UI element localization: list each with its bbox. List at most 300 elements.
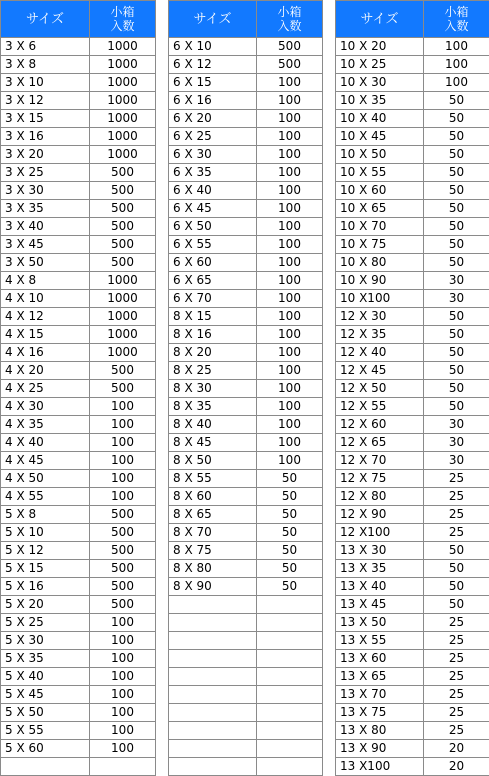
size-cell: 8 X 60	[169, 488, 257, 506]
quantity-cell: 500	[90, 164, 156, 182]
size-cell: 4 X 40	[1, 434, 90, 452]
table-row	[336, 92, 489, 110]
size-cell: 8 X 25	[169, 362, 257, 380]
table-row	[169, 326, 323, 344]
size-cell: 6 X 35	[169, 164, 257, 182]
quantity-cell: 100	[257, 74, 323, 92]
quantity-cell: 30	[424, 416, 489, 434]
quantity-cell: 100	[90, 470, 156, 488]
quantity-cell: 30	[424, 434, 489, 452]
table-row	[336, 182, 489, 200]
size-cell: 6 X 12	[169, 56, 257, 74]
quantity-cell: 100	[90, 632, 156, 650]
table-row	[169, 254, 323, 272]
size-header: サイズ	[336, 1, 424, 38]
table-row	[1, 398, 156, 416]
table-row	[1, 650, 156, 668]
quantity-cell: 1000	[90, 74, 156, 92]
table-row	[1, 704, 156, 722]
quantity-cell	[257, 668, 323, 686]
quantity-cell: 500	[257, 56, 323, 74]
size-cell: 13 X 30	[336, 542, 424, 560]
size-cell: 10 X100	[336, 290, 424, 308]
table-row	[336, 326, 489, 344]
size-cell: 12 X 75	[336, 470, 424, 488]
table-row	[1, 614, 156, 632]
size-cell	[169, 722, 257, 740]
quantity-cell: 500	[90, 200, 156, 218]
size-cell: 12 X 55	[336, 398, 424, 416]
quantity-cell: 100	[90, 488, 156, 506]
size-cell: 10 X 45	[336, 128, 424, 146]
quantity-cell: 50	[257, 506, 323, 524]
table-row	[1, 74, 156, 92]
quantity-cell: 100	[90, 416, 156, 434]
size-cell: 4 X 35	[1, 416, 90, 434]
size-cell: 4 X 25	[1, 380, 90, 398]
quantity-cell: 25	[424, 614, 489, 632]
table-row	[169, 434, 323, 452]
size-cell: 5 X 12	[1, 542, 90, 560]
quantity-cell: 30	[424, 290, 489, 308]
quantity-cell: 1000	[90, 128, 156, 146]
size-cell: 10 X 55	[336, 164, 424, 182]
size-cell: 8 X 40	[169, 416, 257, 434]
size-cell	[169, 614, 257, 632]
size-cell: 12 X 90	[336, 506, 424, 524]
quantity-cell: 100	[257, 218, 323, 236]
table-row	[169, 56, 323, 74]
quantity-cell	[257, 704, 323, 722]
table-row	[336, 74, 489, 92]
table-row	[169, 686, 323, 704]
table-row	[1, 164, 156, 182]
table-row	[336, 362, 489, 380]
size-cell: 10 X 65	[336, 200, 424, 218]
table-row	[169, 38, 323, 56]
size-cell: 10 X 80	[336, 254, 424, 272]
size-cell: 8 X 30	[169, 380, 257, 398]
size-cell: 12 X 40	[336, 344, 424, 362]
size-cell: 8 X 35	[169, 398, 257, 416]
size-cell: 5 X 15	[1, 560, 90, 578]
quantity-cell: 100	[257, 452, 323, 470]
quantity-cell	[257, 758, 323, 776]
table-row	[169, 650, 323, 668]
quantity-cell: 100	[424, 56, 489, 74]
table-row	[336, 722, 489, 740]
quantity-cell: 500	[90, 380, 156, 398]
size-cell: 8 X 16	[169, 326, 257, 344]
table-row	[336, 578, 489, 596]
table-row	[1, 686, 156, 704]
quantity-cell: 100	[257, 344, 323, 362]
table-row	[336, 470, 489, 488]
table-row	[169, 74, 323, 92]
size-cell: 13 X 70	[336, 686, 424, 704]
quantity-cell: 500	[90, 560, 156, 578]
table-row	[336, 218, 489, 236]
table-row	[336, 740, 489, 758]
quantity-cell: 25	[424, 668, 489, 686]
quantity-cell: 100	[90, 650, 156, 668]
quantity-cell: 1000	[90, 110, 156, 128]
table-row	[1, 236, 156, 254]
table-row	[1, 254, 156, 272]
size-cell	[169, 668, 257, 686]
table-row	[336, 164, 489, 182]
table-row	[169, 110, 323, 128]
size-cell: 4 X 20	[1, 362, 90, 380]
table-row	[336, 290, 489, 308]
table-row	[336, 272, 489, 290]
table-row	[1, 416, 156, 434]
quantity-cell: 1000	[90, 92, 156, 110]
quantity-cell	[257, 614, 323, 632]
table-row	[169, 578, 323, 596]
quantity-cell: 100	[257, 110, 323, 128]
size-cell: 12 X100	[336, 524, 424, 542]
table-row	[336, 56, 489, 74]
quantity-cell: 100	[90, 740, 156, 758]
size-cell: 4 X 45	[1, 452, 90, 470]
size-cell: 6 X 50	[169, 218, 257, 236]
quantity-cell: 1000	[90, 56, 156, 74]
table-row	[1, 272, 156, 290]
size-cell: 12 X 35	[336, 326, 424, 344]
table-row	[1, 524, 156, 542]
table-row	[1, 488, 156, 506]
quantity-cell: 100	[257, 434, 323, 452]
size-cell: 6 X 70	[169, 290, 257, 308]
table-row	[336, 614, 489, 632]
quantity-cell	[257, 686, 323, 704]
table-row	[169, 380, 323, 398]
table-row	[336, 560, 489, 578]
size-cell: 4 X 15	[1, 326, 90, 344]
size-cell: 8 X 20	[169, 344, 257, 362]
size-cell: 3 X 6	[1, 38, 90, 56]
size-cell: 10 X 75	[336, 236, 424, 254]
quantity-cell: 30	[424, 452, 489, 470]
table-row	[336, 398, 489, 416]
table-row	[336, 200, 489, 218]
table-row	[169, 740, 323, 758]
quantity-cell: 100	[90, 668, 156, 686]
size-cell: 13 X 65	[336, 668, 424, 686]
size-cell	[169, 758, 257, 776]
quantity-cell: 50	[424, 128, 489, 146]
size-cell: 3 X 16	[1, 128, 90, 146]
quantity-cell: 1000	[90, 272, 156, 290]
table-row	[169, 758, 323, 776]
size-cell: 13 X 55	[336, 632, 424, 650]
quantity-cell: 50	[424, 254, 489, 272]
table-row	[169, 128, 323, 146]
quantity-cell: 50	[424, 542, 489, 560]
quantity-cell: 100	[257, 290, 323, 308]
quantity-cell: 50	[424, 200, 489, 218]
table-row	[1, 146, 156, 164]
quantity-cell: 25	[424, 488, 489, 506]
size-cell: 12 X 60	[336, 416, 424, 434]
size-cell: 12 X 30	[336, 308, 424, 326]
size-cell: 8 X 55	[169, 470, 257, 488]
quantity-cell: 50	[257, 524, 323, 542]
size-cell: 12 X 70	[336, 452, 424, 470]
quantity-header: 小箱 入数	[257, 1, 323, 38]
size-cell: 4 X 16	[1, 344, 90, 362]
table-row	[169, 632, 323, 650]
size-cell: 13 X 40	[336, 578, 424, 596]
size-cell: 8 X 70	[169, 524, 257, 542]
quantity-cell: 100	[257, 362, 323, 380]
table-row	[169, 596, 323, 614]
table-row	[1, 344, 156, 362]
quantity-cell: 25	[424, 506, 489, 524]
quantity-cell: 50	[257, 542, 323, 560]
table-row	[336, 38, 489, 56]
table-row	[1, 722, 156, 740]
table-row	[336, 596, 489, 614]
quantity-cell: 50	[424, 236, 489, 254]
quantity-cell: 500	[257, 38, 323, 56]
quantity-cell: 500	[90, 362, 156, 380]
quantity-cell	[90, 758, 156, 776]
table-row	[169, 398, 323, 416]
quantity-cell: 100	[257, 416, 323, 434]
quantity-cell: 100	[257, 200, 323, 218]
size-cell: 3 X 12	[1, 92, 90, 110]
table-row	[336, 344, 489, 362]
quantity-cell	[257, 650, 323, 668]
table-row	[336, 434, 489, 452]
size-cell: 12 X 45	[336, 362, 424, 380]
size-cell: 5 X 20	[1, 596, 90, 614]
quantity-cell: 100	[257, 236, 323, 254]
table-row	[336, 146, 489, 164]
quantity-cell	[257, 722, 323, 740]
table-row	[169, 92, 323, 110]
quantity-cell: 100	[257, 92, 323, 110]
table-row	[336, 542, 489, 560]
size-cell: 6 X 20	[169, 110, 257, 128]
quantity-cell: 500	[90, 542, 156, 560]
quantity-cell: 50	[257, 488, 323, 506]
size-cell: 10 X 90	[336, 272, 424, 290]
table-row	[169, 416, 323, 434]
quantity-cell: 50	[424, 560, 489, 578]
size-cell: 3 X 30	[1, 182, 90, 200]
quantity-cell: 100	[424, 74, 489, 92]
quantity-cell: 500	[90, 506, 156, 524]
size-cell: 13 X 75	[336, 704, 424, 722]
table-row	[1, 308, 156, 326]
size-cell	[169, 650, 257, 668]
size-cell: 8 X 45	[169, 434, 257, 452]
quantity-cell: 100	[90, 452, 156, 470]
quantity-cell: 100	[257, 164, 323, 182]
size-cell: 6 X 55	[169, 236, 257, 254]
size-cell: 13 X 80	[336, 722, 424, 740]
table-row	[169, 470, 323, 488]
size-cell: 4 X 55	[1, 488, 90, 506]
table-row	[336, 488, 489, 506]
quantity-cell: 500	[90, 524, 156, 542]
size-cell: 13 X 60	[336, 650, 424, 668]
size-cell: 6 X 25	[169, 128, 257, 146]
table-row	[169, 524, 323, 542]
table-row	[169, 236, 323, 254]
size-cell: 12 X 50	[336, 380, 424, 398]
table-row	[1, 560, 156, 578]
size-cell: 5 X 40	[1, 668, 90, 686]
table-row	[336, 128, 489, 146]
table-row	[169, 704, 323, 722]
size-cell: 8 X 15	[169, 308, 257, 326]
quantity-cell: 100	[90, 704, 156, 722]
quantity-cell: 100	[257, 398, 323, 416]
table-row	[336, 110, 489, 128]
quantity-cell: 50	[424, 218, 489, 236]
quantity-cell: 100	[257, 380, 323, 398]
size-cell	[169, 704, 257, 722]
size-cell: 8 X 90	[169, 578, 257, 596]
quantity-cell: 1000	[90, 326, 156, 344]
quantity-cell: 50	[424, 164, 489, 182]
table-row	[1, 506, 156, 524]
table-row	[336, 650, 489, 668]
table-row	[1, 38, 156, 56]
table-row	[1, 290, 156, 308]
table-row	[1, 542, 156, 560]
table-row	[1, 110, 156, 128]
quantity-cell: 50	[424, 596, 489, 614]
table-row	[169, 506, 323, 524]
table-row	[1, 218, 156, 236]
quantity-cell: 500	[90, 254, 156, 272]
table-row	[1, 92, 156, 110]
quantity-cell: 30	[424, 272, 489, 290]
quantity-cell: 100	[257, 128, 323, 146]
quantity-cell: 1000	[90, 344, 156, 362]
size-cell	[169, 632, 257, 650]
size-cell: 4 X 30	[1, 398, 90, 416]
size-cell: 3 X 50	[1, 254, 90, 272]
table-row	[169, 146, 323, 164]
size-cell: 4 X 50	[1, 470, 90, 488]
table-row	[1, 668, 156, 686]
table-row	[169, 452, 323, 470]
table-row	[336, 704, 489, 722]
size-cell: 5 X 25	[1, 614, 90, 632]
size-cell: 10 X 50	[336, 146, 424, 164]
size-cell: 10 X 30	[336, 74, 424, 92]
size-cell: 6 X 60	[169, 254, 257, 272]
quantity-cell: 50	[424, 182, 489, 200]
table-row	[336, 380, 489, 398]
quantity-cell: 25	[424, 722, 489, 740]
size-cell: 3 X 10	[1, 74, 90, 92]
quantity-cell	[257, 596, 323, 614]
quantity-cell: 20	[424, 740, 489, 758]
quantity-cell: 100	[257, 272, 323, 290]
table-row	[169, 560, 323, 578]
quantity-cell: 25	[424, 704, 489, 722]
size-cell: 10 X 70	[336, 218, 424, 236]
quantity-cell: 50	[424, 380, 489, 398]
quantity-cell	[257, 740, 323, 758]
size-cell: 8 X 80	[169, 560, 257, 578]
size-cell: 12 X 65	[336, 434, 424, 452]
quantity-header: 小箱 入数	[424, 1, 489, 38]
size-cell: 13 X 90	[336, 740, 424, 758]
quantity-cell: 50	[424, 578, 489, 596]
quantity-cell: 25	[424, 470, 489, 488]
quantity-cell: 100	[257, 308, 323, 326]
size-table-2	[168, 0, 323, 776]
size-cell: 5 X 8	[1, 506, 90, 524]
table-row	[336, 416, 489, 434]
table-row	[336, 668, 489, 686]
size-cell: 6 X 15	[169, 74, 257, 92]
table-row	[169, 200, 323, 218]
quantity-cell: 50	[257, 560, 323, 578]
quantity-cell: 500	[90, 596, 156, 614]
table-row	[336, 758, 489, 776]
size-cell: 5 X 55	[1, 722, 90, 740]
table-row	[1, 470, 156, 488]
size-cell: 6 X 10	[169, 38, 257, 56]
quantity-cell: 20	[424, 758, 489, 776]
size-table-3	[335, 0, 489, 776]
quantity-cell: 50	[257, 470, 323, 488]
table-row	[1, 452, 156, 470]
quantity-cell: 1000	[90, 308, 156, 326]
table-row	[1, 632, 156, 650]
size-cell	[169, 740, 257, 758]
size-cell	[1, 758, 90, 776]
size-cell: 5 X 30	[1, 632, 90, 650]
size-header: サイズ	[169, 1, 257, 38]
quantity-cell: 100	[424, 38, 489, 56]
table-row	[1, 200, 156, 218]
table-row	[169, 218, 323, 236]
size-cell: 3 X 35	[1, 200, 90, 218]
quantity-cell: 50	[424, 146, 489, 164]
table-row	[1, 758, 156, 776]
table-row	[169, 272, 323, 290]
size-cell: 3 X 15	[1, 110, 90, 128]
quantity-cell: 1000	[90, 290, 156, 308]
quantity-cell: 100	[257, 182, 323, 200]
table-row	[1, 182, 156, 200]
quantity-cell: 100	[90, 722, 156, 740]
quantity-cell: 25	[424, 686, 489, 704]
quantity-cell: 50	[424, 110, 489, 128]
table-row	[336, 452, 489, 470]
size-cell: 8 X 65	[169, 506, 257, 524]
size-cell: 10 X 25	[336, 56, 424, 74]
size-cell	[169, 686, 257, 704]
quantity-cell: 100	[257, 146, 323, 164]
table-row	[336, 254, 489, 272]
size-cell: 3 X 8	[1, 56, 90, 74]
size-table-1	[0, 0, 156, 776]
size-cell: 13 X100	[336, 758, 424, 776]
quantity-cell: 50	[424, 344, 489, 362]
quantity-cell: 500	[90, 182, 156, 200]
